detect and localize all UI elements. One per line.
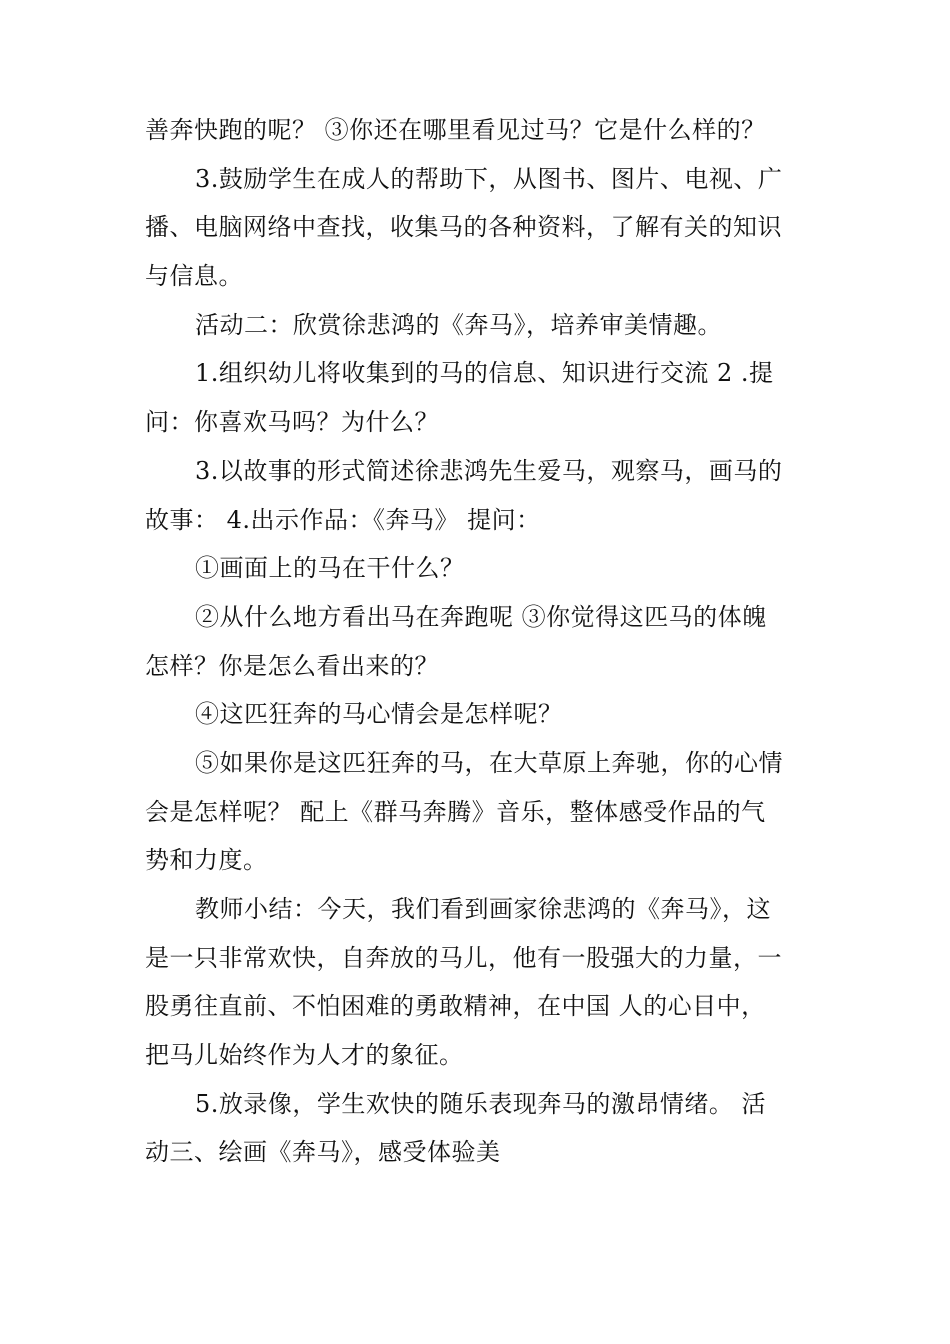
text-line-21: 5.放录像，学生欢快的随乐表现奔马的激昂情绪。 活 [195, 1089, 767, 1118]
text-line-6: 1.组织幼儿将收集到的马的信息、知识进行交流 2 .提 [195, 359, 774, 388]
text-line-7: 问：你喜欢马吗？为什么？ [145, 408, 439, 437]
text-line-1: 善奔快跑的呢？ ③你还在哪里看见过马？它是什么样的？ [145, 116, 766, 144]
document-body [145, 106, 810, 1177]
text-line-14: ⑤如果你是这匹狂奔的马，在大草原上奔驰，你的心情 [195, 748, 783, 777]
text-line-20: 把马儿始终作为人才的象征。 [145, 1041, 464, 1070]
text-line-19: 股勇往直前、不怕困难的勇敢精神，在中国 人的心目中， [145, 992, 766, 1021]
text-line-22: 动三、绘画《奔马》，感受体验美 [145, 1138, 501, 1167]
text-line-8: 3.以故事的形式简述徐悲鸿先生爱马，观察马，画马的 [195, 456, 783, 485]
text-line-9: 故事： 4.出示作品：《奔马》 提问： [145, 505, 541, 534]
text-line-16: 势和力度。 [145, 846, 268, 875]
text-line-4: 与信息。 [145, 262, 243, 291]
text-line-17: 教师小结：今天，我们看到画家徐悲鸿的《奔马》，这 [195, 895, 771, 923]
text-line-10: ①画面上的马在干什么？ [195, 554, 465, 583]
text-line-5: 活动二：欣赏徐悲鸿的《奔马》，培养审美情趣。 [195, 310, 722, 339]
text-line-11: ②从什么地方看出马在奔跑呢 ③你觉得这匹马的体魄 [195, 602, 767, 631]
text-line-15: 会是怎样呢？ 配上《群马奔腾》音乐，整体感受作品的气 [145, 797, 766, 826]
text-line-13: ④这匹狂奔的马心情会是怎样呢？ [195, 700, 563, 729]
text-line-3: 播、电脑网络中查找，收集马的各种资料，了解有关的知识 [145, 213, 782, 242]
text-line-18: 是一只非常欢快，自奔放的马儿，他有一股强大的力量，一 [145, 943, 782, 972]
text-line-12: 怎样？你是怎么看出来的？ [145, 651, 439, 680]
text-line-2: 3.鼓励学生在成人的帮助下，从图书、图片、电视、广 [195, 164, 783, 193]
